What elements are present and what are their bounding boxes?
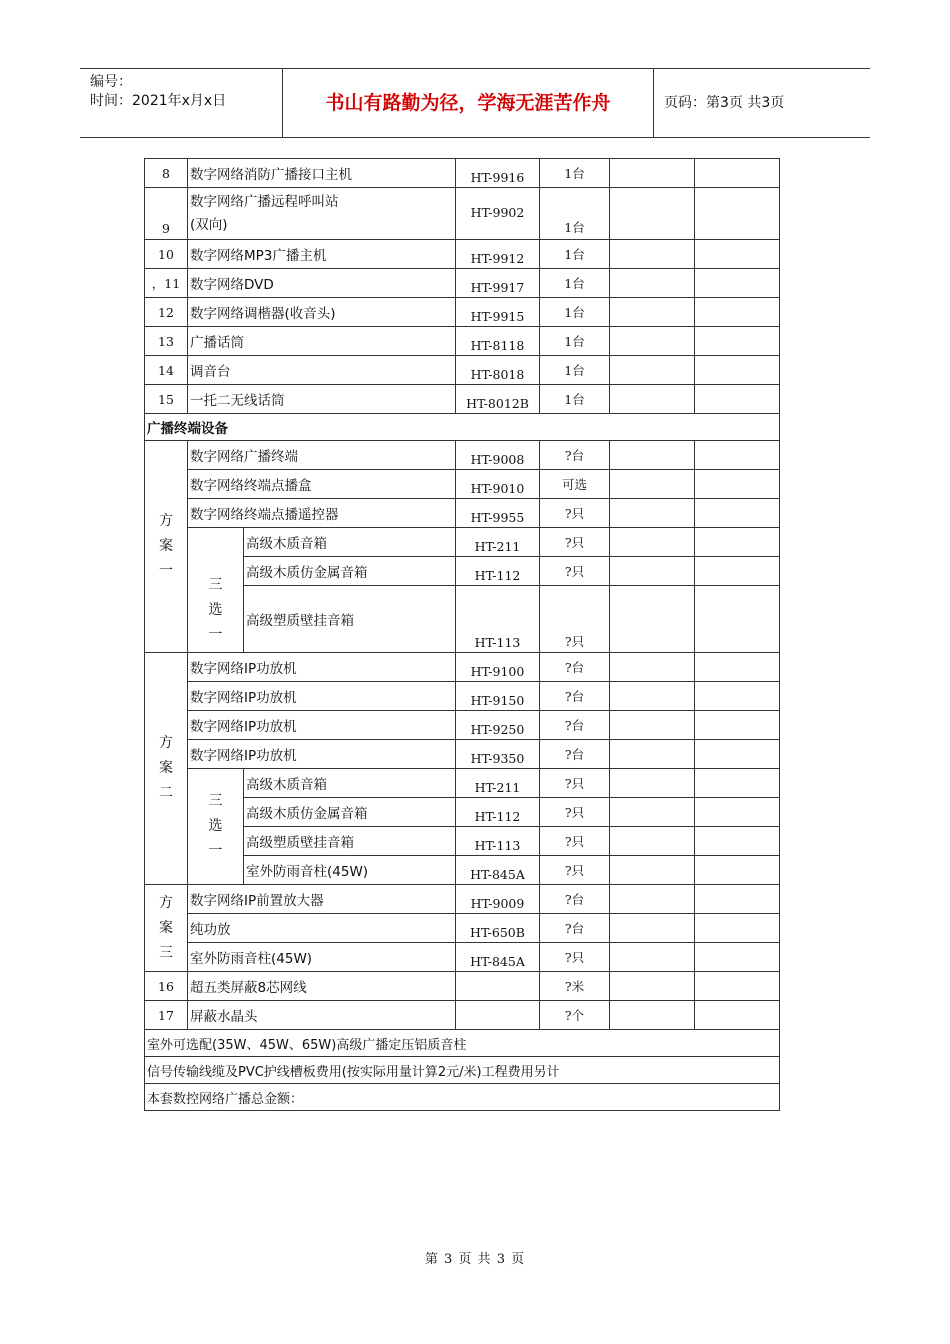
plan2-label-char: 方 bbox=[159, 735, 173, 751]
row-name: 调音台 bbox=[188, 356, 456, 385]
price-cell bbox=[610, 356, 695, 385]
row-name: 数字网络终端点播遥控器 bbox=[188, 499, 456, 528]
table-row bbox=[145, 1001, 780, 1030]
row-name: 数字网络广播终端 bbox=[188, 441, 456, 470]
price-cell bbox=[610, 188, 695, 240]
table-row bbox=[145, 943, 780, 972]
total-cell bbox=[695, 711, 780, 740]
table-row bbox=[145, 682, 780, 711]
row-qty: 1台 bbox=[540, 385, 610, 414]
row-model bbox=[456, 1001, 540, 1030]
plan2-label-char: 二 bbox=[159, 785, 173, 801]
row-qty: ?台 bbox=[540, 711, 610, 740]
row-no: 15 bbox=[145, 385, 188, 414]
row-no: 13 bbox=[145, 327, 188, 356]
row-name: 数字网络IP功放机 bbox=[188, 711, 456, 740]
total-cell bbox=[695, 188, 780, 240]
row-qty: ?只 bbox=[540, 769, 610, 798]
row-name: 数字网络IP功放机 bbox=[188, 653, 456, 682]
row-model: HT-8012B bbox=[456, 385, 540, 414]
total-cell bbox=[695, 557, 780, 586]
row-name: 高级木质音箱 bbox=[244, 528, 456, 557]
row-name: 广播话筒 bbox=[188, 327, 456, 356]
choose-char: 选 bbox=[208, 818, 223, 834]
table-row bbox=[145, 972, 780, 1001]
choose-char: 三 bbox=[208, 793, 223, 809]
row-qty: 可选 bbox=[540, 470, 610, 499]
row-name: 高级塑质壁挂音箱 bbox=[244, 586, 456, 653]
table-row bbox=[145, 769, 780, 798]
row-model: HT-9902 bbox=[456, 188, 540, 240]
table-row bbox=[145, 385, 780, 414]
row-name: 高级木质仿金属音箱 bbox=[244, 557, 456, 586]
row-model: HT-8118 bbox=[456, 327, 540, 356]
plan2-choose-label bbox=[188, 769, 244, 885]
total-cell bbox=[695, 298, 780, 327]
row-model: HT-9917 bbox=[456, 269, 540, 298]
row-qty: ?只 bbox=[540, 528, 610, 557]
total-cell bbox=[695, 856, 780, 885]
total-cell bbox=[695, 885, 780, 914]
row-qty: ?台 bbox=[540, 653, 610, 682]
total-cell bbox=[695, 769, 780, 798]
plan1-choose-label bbox=[188, 528, 244, 653]
price-cell bbox=[610, 914, 695, 943]
price-cell bbox=[610, 528, 695, 557]
total-cell bbox=[695, 470, 780, 499]
choose-char: 一 bbox=[208, 627, 223, 643]
section-row bbox=[145, 414, 780, 441]
page-footer: 第 3 页 共 3 页 bbox=[424, 1252, 526, 1267]
row-no: 9 bbox=[145, 188, 188, 240]
table-row bbox=[145, 327, 780, 356]
total-cell bbox=[695, 972, 780, 1001]
price-cell bbox=[610, 557, 695, 586]
price-cell bbox=[610, 298, 695, 327]
note-row bbox=[145, 1057, 780, 1084]
row-model: HT-9150 bbox=[456, 682, 540, 711]
table-row bbox=[145, 653, 780, 682]
row-qty: ?台 bbox=[540, 682, 610, 711]
total-cell bbox=[695, 356, 780, 385]
price-cell bbox=[610, 385, 695, 414]
row-name: 数字网络IP功放机 bbox=[188, 740, 456, 769]
plan1-label bbox=[145, 441, 188, 653]
row-model: HT-9250 bbox=[456, 711, 540, 740]
price-cell bbox=[610, 827, 695, 856]
table-row bbox=[145, 914, 780, 943]
row-model: HT-9912 bbox=[456, 240, 540, 269]
note-cable-cost: 信号传输线缆及PVC护线槽板费用(按实际用量计算2元/米)工程费用另计 bbox=[145, 1057, 780, 1084]
row-model: HT-9955 bbox=[456, 499, 540, 528]
price-cell bbox=[610, 470, 695, 499]
section-title: 广播终端设备 bbox=[145, 414, 780, 441]
row-qty: ?个 bbox=[540, 1001, 610, 1030]
row-name-line1: 数字网络广播远程呼叫站 bbox=[190, 193, 339, 210]
total-cell bbox=[695, 240, 780, 269]
equipment-table bbox=[144, 158, 780, 1111]
header-motto: 书山有路勤为径，学海无涯苦作舟 bbox=[282, 69, 654, 137]
plan3-label-char: 案 bbox=[159, 919, 173, 936]
plan3-label bbox=[145, 885, 188, 972]
row-qty: ?只 bbox=[540, 586, 610, 653]
row-model: HT-112 bbox=[456, 557, 540, 586]
price-cell bbox=[610, 972, 695, 1001]
row-model: HT-9916 bbox=[456, 159, 540, 188]
table-row bbox=[145, 711, 780, 740]
price-cell bbox=[610, 711, 695, 740]
row-model: HT-113 bbox=[456, 586, 540, 653]
price-cell bbox=[610, 740, 695, 769]
table-row bbox=[145, 441, 780, 470]
table-row bbox=[145, 740, 780, 769]
row-qty: ?只 bbox=[540, 943, 610, 972]
total-cell bbox=[695, 159, 780, 188]
price-cell bbox=[610, 943, 695, 972]
choose-char: 三 bbox=[208, 577, 223, 593]
price-cell bbox=[610, 798, 695, 827]
row-no: 12 bbox=[145, 298, 188, 327]
total-row bbox=[145, 1084, 780, 1111]
row-name bbox=[188, 188, 456, 240]
row-qty: 1台 bbox=[540, 240, 610, 269]
row-qty: ?只 bbox=[540, 499, 610, 528]
total-cell bbox=[695, 327, 780, 356]
row-qty: ?米 bbox=[540, 972, 610, 1001]
total-cell bbox=[695, 682, 780, 711]
row-model: HT-112 bbox=[456, 798, 540, 827]
row-name: 数字网络MP3广播主机 bbox=[188, 240, 456, 269]
price-cell bbox=[610, 159, 695, 188]
row-model bbox=[456, 972, 540, 1001]
header-meta bbox=[80, 69, 282, 137]
row-no: ，11 bbox=[145, 269, 188, 298]
row-model: HT-9010 bbox=[456, 470, 540, 499]
price-cell bbox=[610, 682, 695, 711]
total-cell bbox=[695, 943, 780, 972]
row-model: HT-113 bbox=[456, 827, 540, 856]
row-qty: ?台 bbox=[540, 914, 610, 943]
row-name-line2: (双向) bbox=[190, 216, 228, 233]
plan3-label-char: 三 bbox=[159, 944, 173, 961]
row-qty: 1台 bbox=[540, 188, 610, 240]
total-cell bbox=[695, 528, 780, 557]
row-model: HT-9915 bbox=[456, 298, 540, 327]
row-name: 高级木质音箱 bbox=[244, 769, 456, 798]
total-cell bbox=[695, 653, 780, 682]
row-no: 10 bbox=[145, 240, 188, 269]
total-cell bbox=[695, 1001, 780, 1030]
plan3-label-char: 方 bbox=[159, 894, 173, 911]
row-no: 8 bbox=[145, 159, 188, 188]
plan1-label-char: 一 bbox=[159, 563, 173, 579]
row-name: 数字网络终端点播盒 bbox=[188, 470, 456, 499]
price-cell bbox=[610, 327, 695, 356]
row-qty: 1台 bbox=[540, 269, 610, 298]
table-row bbox=[145, 528, 780, 557]
row-model: HT-9100 bbox=[456, 653, 540, 682]
page-header bbox=[80, 68, 870, 138]
choose-char: 选 bbox=[208, 602, 223, 618]
total-amount-label: 本套数控网络广播总金额： bbox=[145, 1084, 780, 1111]
row-name: 高级塑质壁挂音箱 bbox=[244, 827, 456, 856]
row-name: 超五类屏蔽8芯网线 bbox=[188, 972, 456, 1001]
plan1-label-char: 案 bbox=[159, 538, 173, 554]
row-qty: ?只 bbox=[540, 798, 610, 827]
price-cell bbox=[610, 885, 695, 914]
code-label: 编号： bbox=[90, 74, 132, 90]
row-name: 数字网络IP前置放大器 bbox=[188, 885, 456, 914]
row-model: HT-9008 bbox=[456, 441, 540, 470]
total-cell bbox=[695, 441, 780, 470]
row-model: HT-845A bbox=[456, 943, 540, 972]
price-cell bbox=[610, 586, 695, 653]
row-name: 数字网络消防广播接口主机 bbox=[188, 159, 456, 188]
row-model: HT-9009 bbox=[456, 885, 540, 914]
plan2-label-char: 案 bbox=[159, 760, 173, 776]
row-qty: ?台 bbox=[540, 885, 610, 914]
table-row bbox=[145, 269, 780, 298]
total-cell bbox=[695, 740, 780, 769]
row-model: HT-211 bbox=[456, 769, 540, 798]
table-row bbox=[145, 240, 780, 269]
row-no: 14 bbox=[145, 356, 188, 385]
row-name: 一托二无线话筒 bbox=[188, 385, 456, 414]
price-cell bbox=[610, 441, 695, 470]
row-no: 16 bbox=[145, 972, 188, 1001]
row-model: HT-8018 bbox=[456, 356, 540, 385]
table-row bbox=[145, 499, 780, 528]
price-cell bbox=[610, 499, 695, 528]
plan2-label bbox=[145, 653, 188, 885]
table-row bbox=[145, 188, 780, 240]
plan1-label-char: 方 bbox=[159, 513, 173, 529]
total-cell bbox=[695, 798, 780, 827]
note-row bbox=[145, 1030, 780, 1057]
table-row bbox=[145, 470, 780, 499]
price-cell bbox=[610, 769, 695, 798]
row-no: 17 bbox=[145, 1001, 188, 1030]
row-qty: ?台 bbox=[540, 441, 610, 470]
row-name: 纯功放 bbox=[188, 914, 456, 943]
row-name: 数字网络DVD bbox=[188, 269, 456, 298]
row-name: 屏蔽水晶头 bbox=[188, 1001, 456, 1030]
row-qty: 1台 bbox=[540, 159, 610, 188]
row-model: HT-211 bbox=[456, 528, 540, 557]
row-qty: ?只 bbox=[540, 557, 610, 586]
total-cell bbox=[695, 914, 780, 943]
row-name: 数字网络调楷器(收音头) bbox=[188, 298, 456, 327]
header-page-label: 页码：第3页 共3页 bbox=[664, 95, 785, 111]
row-name: 高级木质仿金属音箱 bbox=[244, 798, 456, 827]
row-qty: 1台 bbox=[540, 298, 610, 327]
price-cell bbox=[610, 856, 695, 885]
price-cell bbox=[610, 1001, 695, 1030]
row-qty: ?只 bbox=[540, 827, 610, 856]
total-cell bbox=[695, 827, 780, 856]
row-name: 室外防雨音柱(45W) bbox=[188, 943, 456, 972]
table-row bbox=[145, 159, 780, 188]
table-row bbox=[145, 298, 780, 327]
table-row bbox=[145, 885, 780, 914]
row-qty: 1台 bbox=[540, 356, 610, 385]
row-name: 室外防雨音柱(45W) bbox=[244, 856, 456, 885]
row-model: HT-845A bbox=[456, 856, 540, 885]
price-cell bbox=[610, 240, 695, 269]
table-row bbox=[145, 356, 780, 385]
row-qty: 1台 bbox=[540, 327, 610, 356]
total-cell bbox=[695, 586, 780, 653]
row-qty: ?只 bbox=[540, 856, 610, 885]
price-cell bbox=[610, 653, 695, 682]
total-cell bbox=[695, 269, 780, 298]
note-optional-columns: 室外可选配(35W、45W、65W)高级广播定压铝质音柱 bbox=[145, 1030, 780, 1057]
total-cell bbox=[695, 385, 780, 414]
row-name: 数字网络IP功放机 bbox=[188, 682, 456, 711]
choose-char: 一 bbox=[208, 843, 223, 859]
row-qty: ?台 bbox=[540, 740, 610, 769]
price-cell bbox=[610, 269, 695, 298]
row-model: HT-650B bbox=[456, 914, 540, 943]
date-label: 时间：2021年x月x日 bbox=[90, 93, 227, 109]
row-model: HT-9350 bbox=[456, 740, 540, 769]
total-cell bbox=[695, 499, 780, 528]
